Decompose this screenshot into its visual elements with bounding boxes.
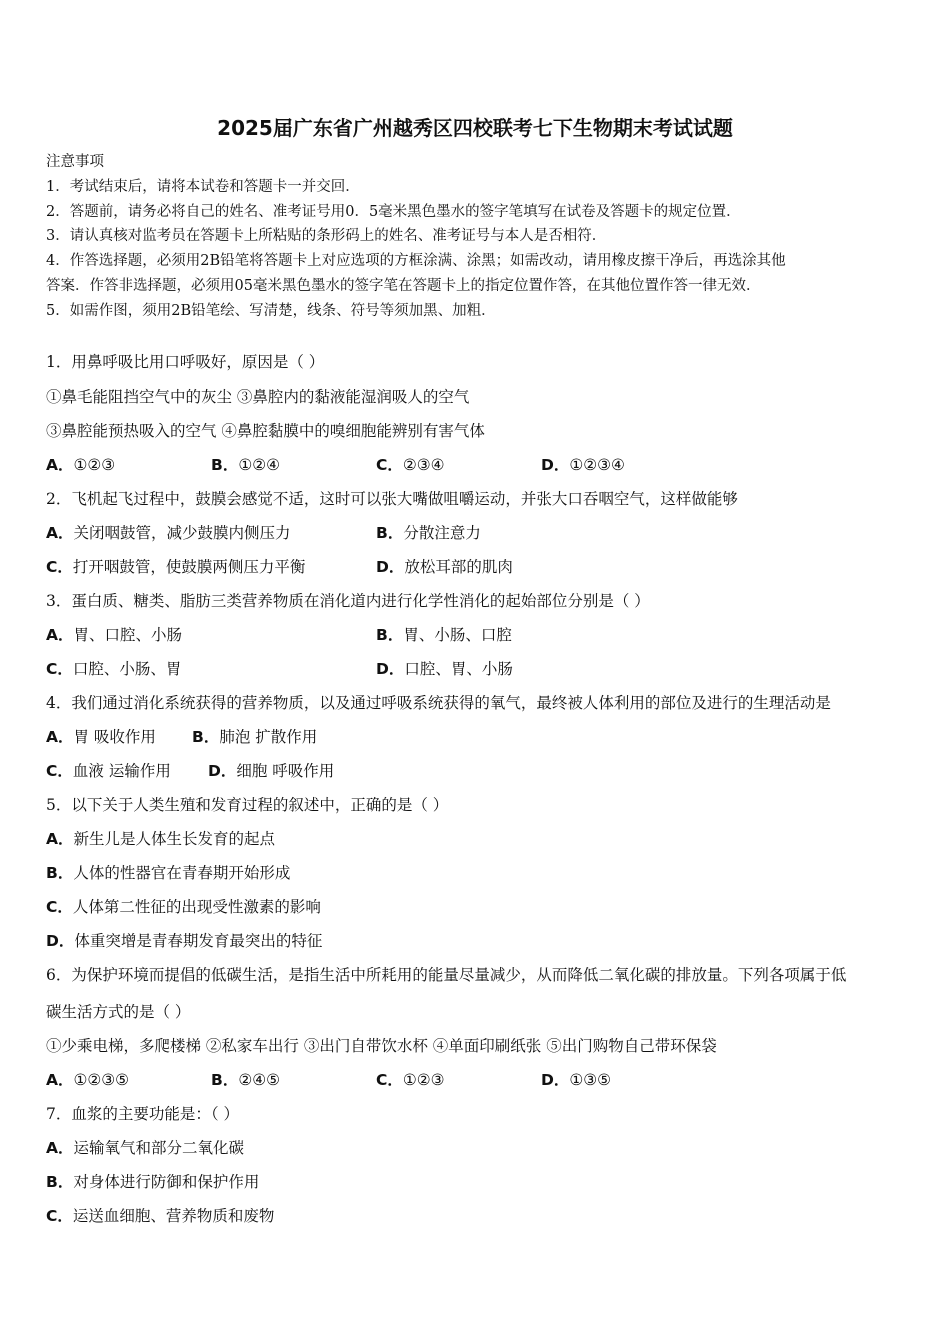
q7-option-a: A．运输氧气和部分二氧化碳	[46, 1139, 245, 1157]
q6-option-c: C．①②③	[376, 1071, 445, 1089]
q1-option-b: B．①②④	[211, 456, 281, 474]
q2-option-d: D．放松耳部的肌肉	[376, 558, 513, 576]
q1-stem: 1．用鼻呼吸比用口呼吸好，原因是（ ）	[46, 353, 325, 371]
q2-option-c: C．打开咽鼓管，使鼓膜两侧压力平衡	[46, 558, 306, 576]
q3-option-b: B．胃、小肠、口腔	[376, 626, 512, 644]
q2-stem: 2．飞机起飞过程中，鼓膜会感觉不适，这时可以张大嘴做咀嚼运动，并张大口吞咽空气，这样做能够	[46, 490, 738, 508]
q6-statement-line: ①少乘电梯，多爬楼梯 ②私家车出行 ③出门自带饮水杯 ④单面印刷纸张 ⑤出门购物自己带环保袋	[46, 1037, 717, 1055]
q2-option-a: A．关闭咽鼓管，减少鼓膜内侧压力	[46, 524, 291, 542]
q4-option-c: C．血液 运输作用	[46, 762, 171, 780]
q5-option-a: A．新生儿是人体生长发育的起点	[46, 830, 276, 848]
q2-option-b: B．分散注意力	[376, 524, 481, 542]
q1-option-d: D．①②③④	[541, 456, 625, 474]
notice-item-5: 5．如需作图，须用2B铅笔绘、写清楚，线条、符号等须加黑、加粗．	[46, 302, 496, 319]
page-title: 2025届广东省广州越秀区四校联考七下生物期末考试试题	[217, 116, 733, 140]
q3-option-a: A．胃、口腔、小肠	[46, 626, 183, 644]
notice-item-4: 4．作答选择题，必须用2B铅笔将答题卡上对应选项的方框涂满、涂黑；如需改动，请用橡皮擦干净后，再选涂其他	[46, 253, 786, 270]
q1-option-c: C．②③④	[376, 456, 445, 474]
q4-option-a: A．胃 吸收作用	[46, 728, 156, 746]
q7-option-c: C．运送血细胞、营养物质和废物	[46, 1207, 275, 1225]
q5-option-d: D．体重突增是青春期发育最突出的特征	[46, 932, 323, 950]
notice-item-4-cont: 答案．作答非选择题，必须用05毫米黑色墨水的签字笔在答题卡上的指定位置作答，在其他位置作答一律无效．	[46, 277, 761, 294]
q4-stem: 4．我们通过消化系统获得的营养物质，以及通过呼吸系统获得的氧气，最终被人体利用的部位及进行的生理活动是	[46, 694, 831, 712]
q5-stem: 5．以下关于人类生殖和发育过程的叙述中，正确的是（ ）	[46, 796, 449, 814]
q1-option-a: A．①②③	[46, 456, 116, 474]
q3-option-c: C．口腔、小肠、胃	[46, 660, 182, 678]
q1-statement-line-1: ①鼻毛能阻挡空气中的灰尘 ③鼻腔内的黏液能湿润吸人的空气	[46, 388, 470, 406]
q4-option-d: D．细胞 呼吸作用	[208, 762, 335, 780]
q6-stem-line-1: 6．为保护环境而提倡的低碳生活，是指生活中所耗用的能量尽量减少，从而降低二氧化碳的排放量。下列各项属于低	[46, 966, 847, 984]
q1-statement-line-2: ③鼻腔能预热吸入的空气 ④鼻腔黏膜中的嗅细胞能辨别有害气体	[46, 422, 485, 440]
notice-item-2: 2．答题前，请务必将自己的姓名、准考证号用0．5毫米黑色墨水的签字笔填写在试卷及答题卡的规定位置．	[46, 203, 741, 220]
q6-option-d: D．①③⑤	[541, 1071, 612, 1089]
q6-stem-line-2: 碳生活方式的是（ ）	[46, 1003, 191, 1021]
q7-stem: 7．血浆的主要功能是：（ ）	[46, 1105, 240, 1123]
notice-item-3: 3．请认真核对监考员在答题卡上所粘贴的条形码上的姓名、准考证号与本人是否相符．	[46, 228, 607, 245]
q5-option-b: B．人体的性器官在青春期开始形成	[46, 864, 291, 882]
q4-option-b: B．肺泡 扩散作用	[192, 728, 318, 746]
q3-option-d: D．口腔、胃、小肠	[376, 660, 513, 678]
q7-option-b: B．对身体进行防御和保护作用	[46, 1173, 260, 1191]
q6-option-b: B．②④⑤	[211, 1071, 281, 1089]
q5-option-c: C．人体第二性征的出现受性激素的影响	[46, 898, 321, 916]
notice-section	[46, 150, 916, 324]
q6-option-a: A．①②③⑤	[46, 1071, 130, 1089]
q3-stem: 3．蛋白质、糖类、脂肪三类营养物质在消化道内进行化学性消化的起始部位分别是（ ）	[46, 592, 650, 610]
notice-item-1: 1．考试结束后，请将本试卷和答题卡一并交回．	[46, 178, 360, 195]
notice-heading: 注意事项	[46, 154, 104, 170]
